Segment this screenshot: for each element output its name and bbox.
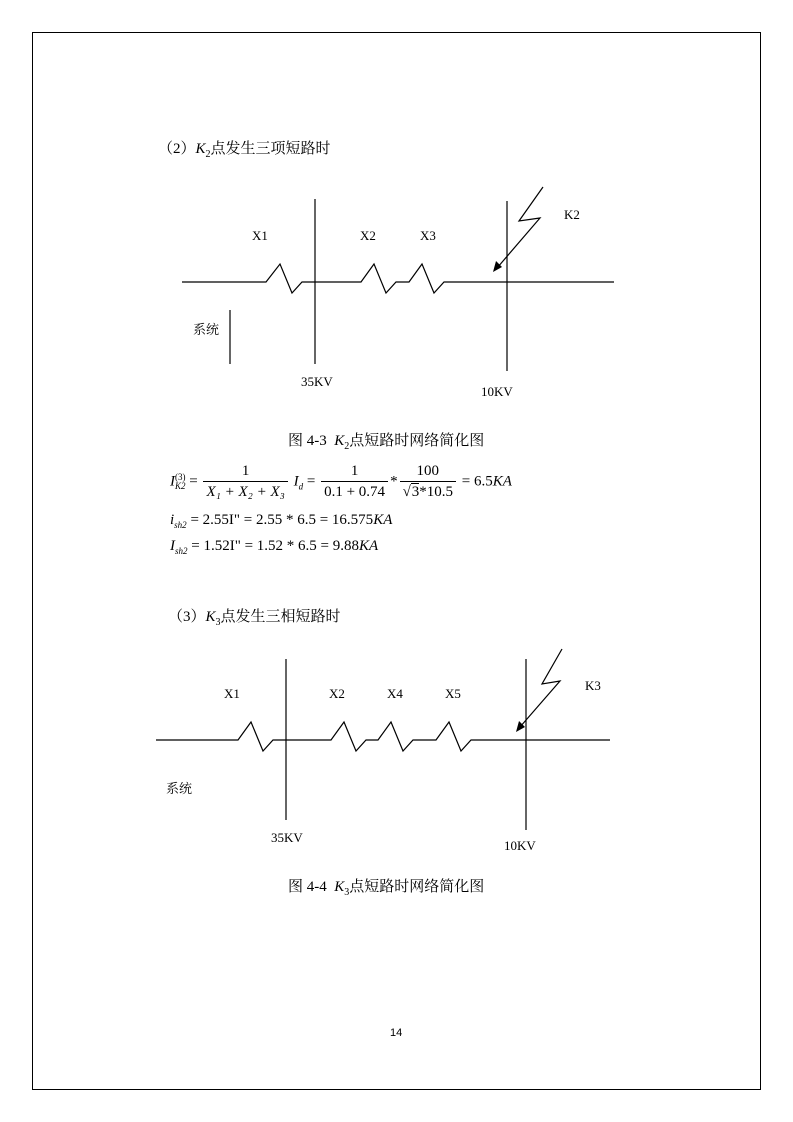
- section2-heading-sub: 2: [205, 149, 211, 160]
- eq1-lhs-sub: K2: [175, 481, 186, 491]
- label-10kv-4-4: 10KV: [504, 838, 536, 853]
- eq2-unit: KA: [373, 512, 393, 528]
- label-x2-4-4: X2: [329, 686, 345, 701]
- eq1-frac3-rest: *10.5: [419, 484, 454, 500]
- section3-heading-sub: 3: [215, 617, 221, 628]
- eq1-result: 6.5: [474, 473, 493, 490]
- eq2-lhs-sub: sh2: [174, 520, 187, 530]
- section2-heading-var: K: [195, 141, 206, 157]
- caption-4-4-prefix: 图 4-4: [288, 879, 327, 895]
- caption-4-4-sub: 3: [344, 887, 350, 898]
- label-x5-4-4: X5: [445, 686, 461, 701]
- caption-4-3-suffix: 点短路时网络简化图: [349, 433, 485, 449]
- section3-heading-var: K: [205, 609, 216, 625]
- label-x4-4-4: X4: [387, 686, 403, 701]
- caption-4-4-suffix: 点短路时网络简化图: [349, 879, 485, 895]
- eq3-lhs-var: I: [170, 538, 175, 554]
- caption-fig-4-4: [288, 875, 484, 898]
- label-x2-4-3: X2: [360, 228, 376, 243]
- label-10kv-4-3: 10KV: [481, 384, 513, 399]
- section2-heading-prefix: （2）: [158, 141, 196, 157]
- eq2-lhs-var: i: [170, 512, 175, 528]
- caption-4-4-var: K: [334, 879, 345, 895]
- label-k2: K2: [564, 207, 580, 222]
- eq1-frac2-num: 1: [350, 463, 359, 479]
- eq2-text: = 2.55I" = 2.55 * 6.5 = 16.575: [186, 512, 374, 528]
- label-x1-4-4: X1: [224, 686, 240, 701]
- caption-4-3-prefix: 图 4-3: [288, 433, 327, 449]
- eq1-frac2-den: 0.1 + 0.74: [321, 481, 388, 501]
- equation-1: I (3) K2 = $\frac{1}{\text{X₁ + X₂ + X₃}}$ $I_d$ = $\frac{1}{0.1 + 0.74}$ * $\frac{100}{√3*10.5}$ = 6.5KA: [170, 463, 512, 500]
- caption-4-3-sub: 2: [344, 441, 350, 452]
- section3-heading-suffix: 点发生三相短路时: [220, 609, 341, 625]
- eq1-frac1-num: 1: [241, 463, 250, 479]
- eq3-text: = 1.52I" = 1.52 * 6.5 = 9.88: [187, 538, 360, 554]
- main-line-4-4: [156, 722, 610, 751]
- eq1-unit: KA: [492, 473, 512, 490]
- label-x3-4-3: X3: [420, 228, 436, 243]
- eq1-frac1-den: X₁ + X₂ + X₃: [203, 481, 287, 501]
- label-system-4-3: 系统: [193, 323, 220, 338]
- caption-4-3-var: K: [334, 433, 345, 449]
- label-system-4-4: 系统: [166, 782, 193, 797]
- eq1-lhs-sup: (3): [175, 472, 186, 482]
- eq1-id-sub: d: [298, 481, 304, 492]
- eq1-frac3-root: 3: [411, 484, 420, 500]
- section2-heading-suffix: 点发生三项短路时: [210, 141, 331, 157]
- section3-heading-prefix: （3）: [168, 609, 206, 625]
- label-35kv-4-4: 35KV: [271, 830, 303, 845]
- eq3-unit: KA: [359, 538, 379, 554]
- eq1-lhs-var: I: [170, 473, 175, 490]
- label-x1-4-3: X1: [252, 228, 268, 243]
- eq3-lhs-sub: sh2: [175, 546, 188, 556]
- page-number: 14: [390, 1027, 403, 1039]
- label-k3: K3: [585, 678, 601, 693]
- label-35kv-4-3: 35KV: [301, 374, 333, 389]
- eq1-id-var: I: [293, 473, 299, 490]
- eq1-frac3-num: 100: [416, 463, 440, 479]
- eq1-frac3-den: √3*10.5: [400, 481, 456, 501]
